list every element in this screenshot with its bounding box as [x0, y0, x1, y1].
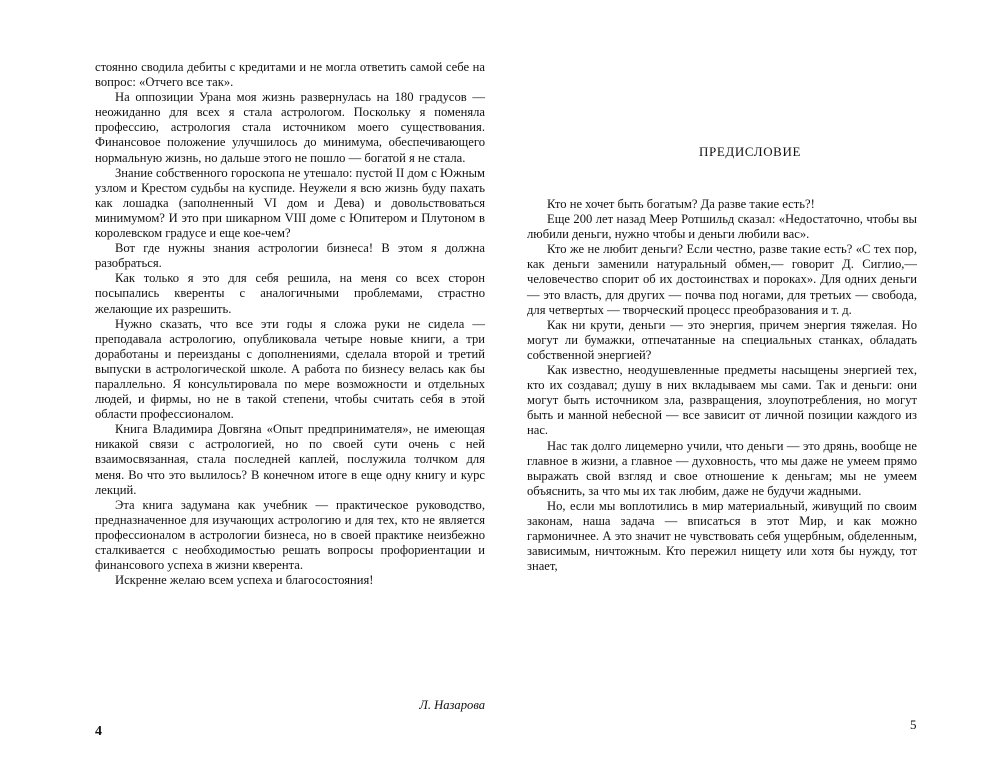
- paragraph: Как ни крути, деньги — это энергия, причем энергия тяжелая. Но могут ли бумажки, отпечатанные на специальных станках, обладать собственной энергией?: [527, 317, 917, 362]
- paragraph: Знание собственного гороскопа не утешало: пустой II дом с Южным узлом и Крестом судьбы на куспиде. Неужели я всю жизнь буду пахать как лошадка (заполненный VI дом и Дева) и довольствоваться минимумом? И это при шикарном VIII доме с Юпитером и Плутоном в королевском градусе и еще кое-чем?: [95, 165, 485, 241]
- paragraph: Еще 200 лет назад Меер Ротшильд сказал: «Недостаточно, чтобы вы любили деньги, нужно чтобы и деньги любили вас».: [527, 212, 917, 242]
- paragraph: Вот где нужны знания астрологии бизнеса! В этом я должна разобраться.: [95, 241, 485, 271]
- left-page-text: [95, 60, 485, 588]
- paragraph: Искренне желаю всем успеха и благосостояния!: [115, 573, 374, 588]
- page-number-left: 4: [95, 724, 102, 739]
- paragraph: Как известно, неодушевленные предметы насыщены энергией тех, кто их создавал; душу в них вкладываем мы сами. Так и деньги: они могут быть источником зла, развращения, злоупотребления, но могут быть и манной небесной — все зависит от личной позиции каждого из нас.: [527, 363, 917, 438]
- page-number-right: 5: [910, 717, 917, 732]
- paragraph: Но, если мы воплотились в мир материальный, живущий по своим законам, наша задача — вписаться в этот Мир, и как можно гармоничнее. А это значит не чувствовать себя ущербным, обделенным, зависимым, ничтожным. Кто пережил нищету или хотя бы нужду, тот знает,: [527, 498, 917, 574]
- paragraph: На оппозиции Урана моя жизнь развернулась на 180 градусов — неожиданно для всех я стала астрологом. Поскольку я поменяла профессию, астрология стала источником моего существования. Финансовое положение улучшилось до минимума, обеспечивающего нормальную жизнь, но дальше этого не пошло — богатой я не стала.: [95, 90, 485, 165]
- paragraph: Кто не хочет быть богатым? Да разве такие есть?!: [547, 197, 815, 211]
- paragraph: Нас так долго лицемерно учили, что деньги — это дрянь, вообще не главное в жизни, а главное — духовность, что мы даже не умеем прямо выражать свой взгляд и свое отношение к деньгам; мы не умеем объяснить, за что мы их так любим, даже не будучи жадными.: [527, 438, 917, 498]
- paragraph: Кто же не любит деньги? Если честно, разве такие есть? «С тех пор, как деньги заменили натуральный обмен,— говорит Д. Сиглио,— человечество спорит об их достоинствах и пороках». Для одних деньги — это власть, для других — почва под ногами, для третьих — свобода, для четвертых — творческий процесс преобразования и т. д.: [527, 242, 917, 317]
- right-page: [500, 0, 1000, 779]
- right-page-text: [527, 197, 917, 574]
- chapter-heading: ПРЕДИСЛОВИЕ: [699, 144, 801, 159]
- paragraph: стоянно сводила дебиты с кредитами и не могла ответить самой себе на вопрос: «Отчего все так».: [95, 60, 485, 90]
- paragraph: Как только я это для себя решила, на меня со всех сторон посыпались кверенты с аналогичными проблемами, страстно желающие их разрешить.: [95, 271, 485, 316]
- author-signature: Л. Назарова: [419, 698, 485, 712]
- paragraph: Эта книга задумана как учебник — практическое руководство, предназначенное для изучающих астрологию и для тех, кто не является профессионалом в астрологии бизнеса, но в своей практике неизбежно сталкивается с необходимостью решать вопросы профориентации и финансового успеха в жизни кверента.: [95, 497, 485, 573]
- paragraph: Книга Владимира Довгяна «Опыт предпринимателя», не имеющая никакой связи с астрологией, но по своей сути очень с ней взаимосвязанная, стала последней каплей, послужила толчком для меня. Во что это вылилось? В конечном итоге в еще одну книгу и курс лекций.: [95, 422, 485, 497]
- paragraph: Нужно сказать, что все эти годы я сложа руки не сидела — преподавала астрологию, опубликовала четыре новые книги, а три доработаны и переизданы с дополнениями, сделала второй и третий выпуски в астрологической школе. А работа по бизнесу велась как бы параллельно. Я консультировала по мере возможности и отдельных людей, и фирмы, но не в такой степени, чтобы считать себя в этой области профессионалом.: [95, 316, 485, 422]
